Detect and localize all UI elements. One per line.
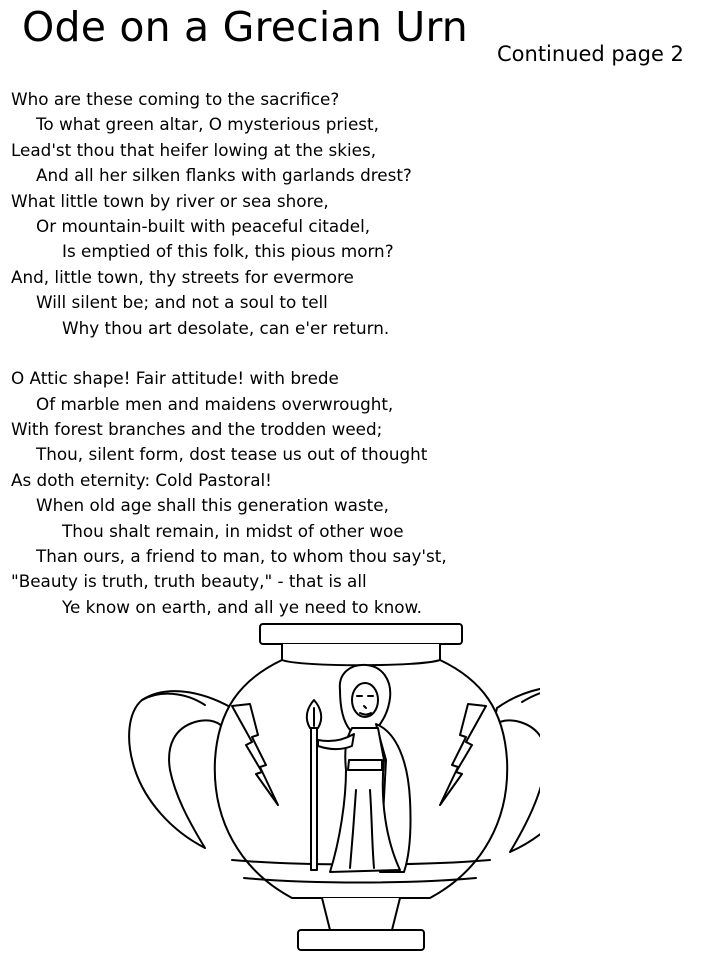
poem-line: Thou, silent form, dost tease us out of thought: [36, 444, 428, 465]
poem-line: Why thou art desolate, can e'er return.: [62, 317, 390, 338]
poem-line: When old age shall this generation waste,: [36, 495, 389, 516]
stanza: [11, 366, 711, 620]
poem-line: What little town by river or sea shore,: [11, 190, 329, 211]
poem-line: As doth eternity: Cold Pastoral!: [11, 469, 272, 490]
poem-line: Ye know on earth, and all ye need to know.: [62, 596, 423, 617]
poem-line: Is emptied of this folk, this pious morn?: [62, 241, 394, 262]
continued-note: Continued page 2: [497, 42, 684, 66]
poem-line: Lead'st thou that heifer lowing at the skies,: [11, 139, 377, 160]
poem: [11, 87, 711, 646]
urn-foot: [298, 930, 424, 950]
stanza: [11, 87, 711, 341]
poem-line: And all her silken flanks with garlands drest?: [36, 165, 412, 186]
poem-line: Thou shalt remain, in midst of other woe: [62, 520, 404, 541]
poem-line: Or mountain-built with peaceful citadel,: [36, 215, 371, 236]
poem-line: O Attic shape! Fair attitude! with brede: [11, 368, 339, 389]
poem-line: With forest branches and the trodden weed;: [11, 419, 383, 440]
poem-line: Than ours, a friend to man, to whom thou say'st,: [36, 546, 447, 567]
urn-stem: [322, 898, 400, 930]
poem-line: To what green altar, O mysterious priest,: [36, 114, 379, 135]
page-title: Ode on a Grecian Urn: [22, 3, 468, 51]
poem-line: Will silent be; and not a soul to tell: [36, 292, 328, 313]
poem-line: Of marble men and maidens overwrought,: [36, 393, 394, 414]
poem-line: Who are these coming to the sacrifice?: [11, 89, 340, 109]
poem-line: "Beauty is truth, truth beauty," - that is all: [11, 571, 367, 592]
urn-lip: [260, 624, 462, 644]
grecian-urn-icon: [120, 620, 540, 960]
poem-line: And, little town, thy streets for evermore: [11, 266, 354, 287]
